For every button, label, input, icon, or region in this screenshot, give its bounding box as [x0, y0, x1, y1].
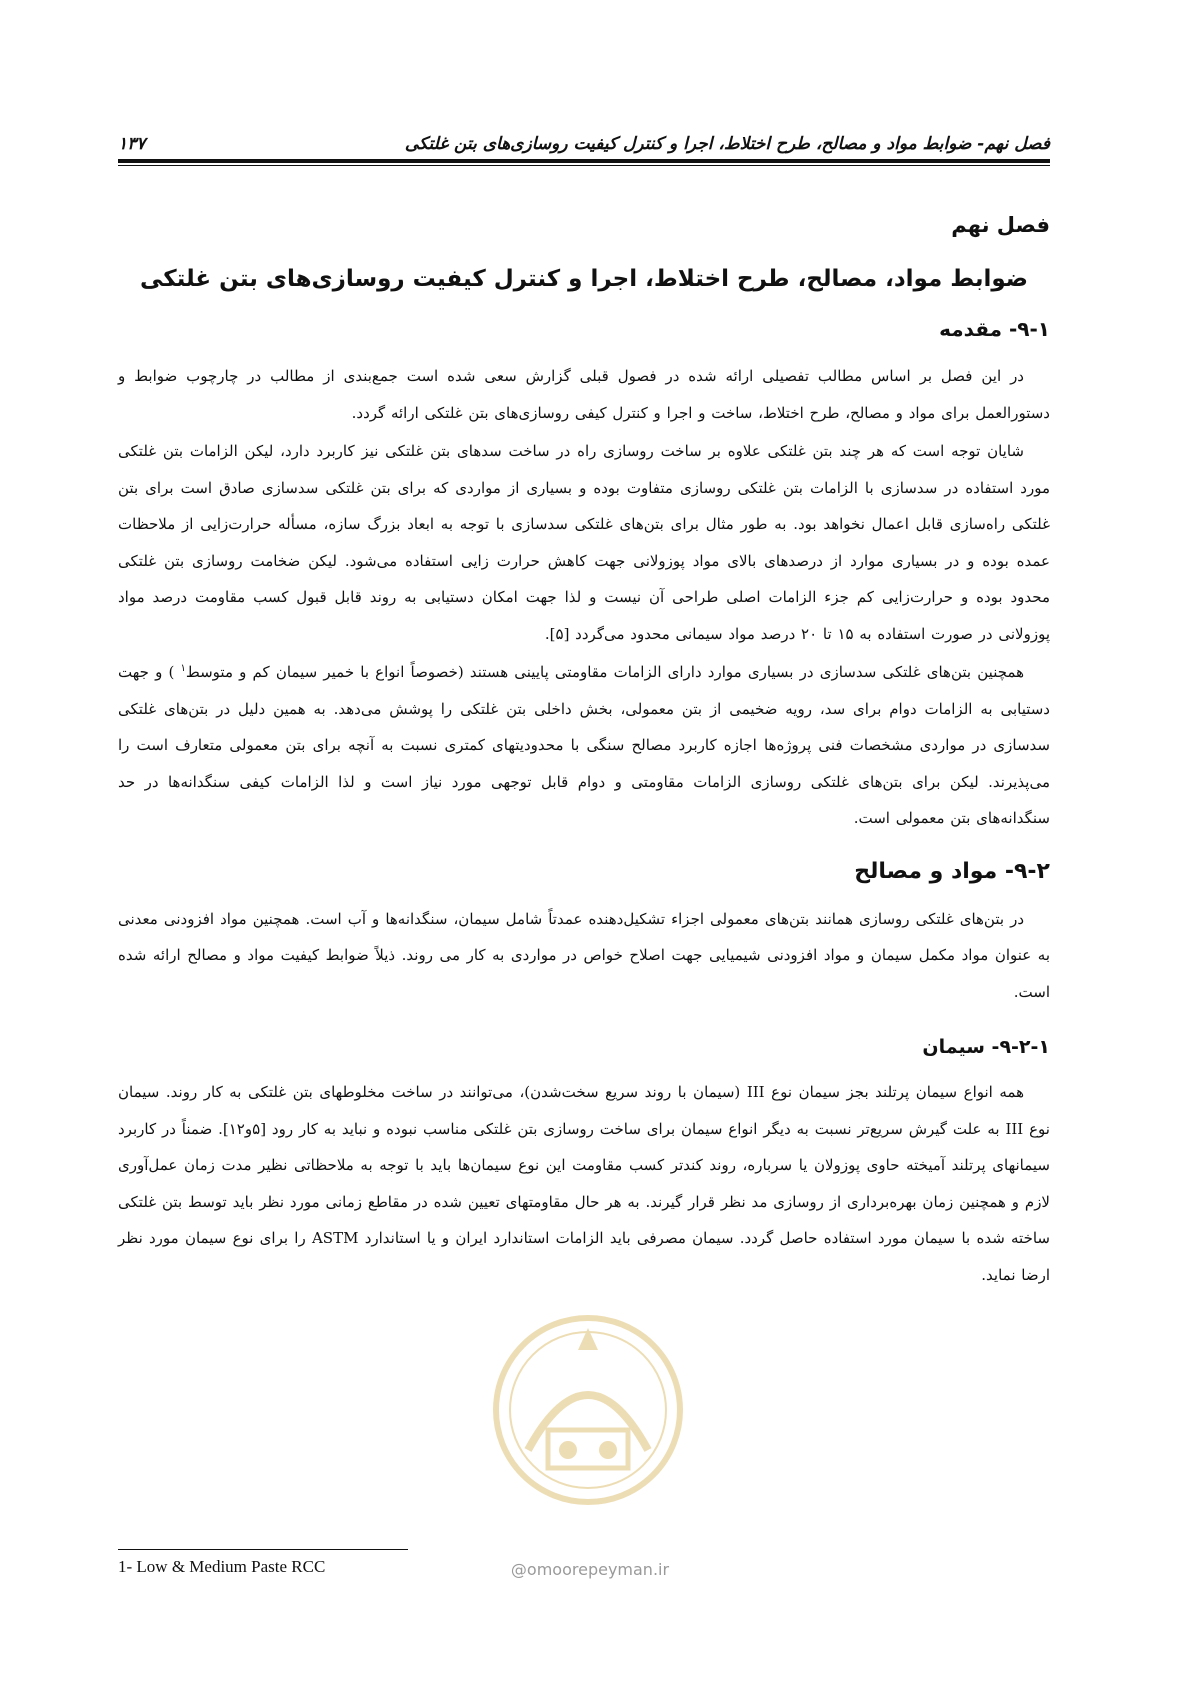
- header-rule-thick: [118, 159, 1050, 163]
- page-body: [118, 210, 1050, 1293]
- section-heading-materials: ۹-۲- مواد و مصالح: [854, 858, 1050, 884]
- section-heading-intro: ۹-۱- مقدمه: [939, 317, 1050, 341]
- chapter-title: ضوابط مواد، مصالح، طرح اختلاط، اجرا و کنترل کیفیت روسازی‌های بتن غلتکی: [140, 266, 1028, 292]
- header-rule-thin: [118, 165, 1050, 166]
- page-number: ۱۳۷: [118, 134, 146, 154]
- paragraph-intro-3: [118, 654, 1050, 837]
- paragraph-intro-3-part-b: ) و جهت دستیابی به الزامات دوام برای سد، رویه ضخیمی از بتن معمولی، بخش داخلی بتن غلتکی را پوشش می‌دهد. به همین دلیل در بتن‌های غلتکی سدسازی در مواردی مشخصات فنی پروژه‌ها اجازه کاربرد مصالح سنگی با محدودیتهای کمتری نسبت به آنچه برای بتن معمولی متعارف است را می‌پذیرند. لیکن برای بتن‌های غلتکی روسازی الزامات مقاومتی و دوام قابل توجهی مورد نیاز است و لذا الزامات کیفی سنگدانه‌ها در حد سنگدانه‌های بتن معمولی است.: [118, 663, 1050, 827]
- footnote-rule: [118, 1549, 408, 1550]
- chapter-label: فصل نهم: [951, 213, 1050, 237]
- paragraph-intro-3-part-a: همچنین بتن‌های غلتکی سدسازی در بسیاری موارد دارای الزامات مقاومتی پایینی هستند (خصوصاً انواع با خمیر سیمان کم و متوسط: [185, 663, 1024, 681]
- paragraph-intro-1: در این فصل بر اساس مطالب تفصیلی ارائه شده در فصول قبلی گزارش سعی شده است جمع‌بندی از مطالب در چارچوب ضوابط و دستورالعمل برای مواد و مصالح، طرح اختلاط، ساخت و اجرا و کنترل کیفی روسازی‌های بتن غلتکی ارائه گردد.: [118, 367, 1050, 422]
- paragraph-intro-2: شایان توجه است که هر چند بتن غلتکی علاوه بر ساخت روسازی راه در ساخت سدهای بتن غلتکی نیز کاربرد دارد، لیکن الزامات بتن غلتکی مورد استفاده در سدسازی با الزامات بتن غلتکی روسازی متفاوت بوده و بسیاری از مواردی که برای بتن غلتکی سدسازی صادق است برای بتن غلتکی راه‌سازی قابل اعمال نخواهد بود. به طور مثال برای بتن‌های غلتکی سدسازی با توجه به ابعاد بزرگ سازه، مسأله حرارت‌زایی از ملاحظات عمده بوده و در بسیاری موارد از درصدهای بالای مواد پوزولانی جهت کاهش حرارت زایی استفاده می‌شود. لیکن ضخامت روسازی بتن غلتکی محدود بوده و حرارت‌زایی کم جزء الزامات اصلی طراحی آن نیست و لذا جهت امکان دستیابی به روند قابل قبول کسب مقاومت درصد مواد پوزولانی در صورت استفاده به ۱۵ تا ۲۰ درصد مواد سیمانی محدود می‌گردد [۵].: [118, 442, 1050, 643]
- section-heading-cement: ۹-۲-۱- سیمان: [922, 1036, 1050, 1058]
- paragraph-cement-1: همه انواع سیمان پرتلند بجز سیمان نوع III (سیمان با روند سریع سخت‌شدن)، می‌توانند در ساخت مخلوطهای بتن غلتکی به کار روند. سیمان نوع III به علت گیرش سریع‌تر نسبت به دیگر انواع سیمان برای ساخت روسازی بتن غلتکی مناسب نبوده و نباید به کار رود [۵و۱۲]. ضمناً در کاربرد سیمانهای پرتلند آمیخته حاوی پوزولان یا سرباره، روند کندتر کسب مقاومت این نوع سیمان‌ها باید با توجه به ملاحظاتی نظیر مدت زمان عمل‌آوری لازم و همچنین زمان بهره‌برداری از روسازی مد نظر قرار گیرند. به هر حال مقاومتهای تعیین شده در مقاطع زمانی مورد نظر باید توسط بتن غلتکی ساخته شده با سیمان مورد استفاده حاصل گردد. سیمان مصرفی باید الزامات استاندارد ایران و یا استاندارد ASTM را برای نوع سیمان مورد نظر ارضا نماید.: [118, 1083, 1050, 1284]
- footnote-marker: ۱: [180, 663, 186, 674]
- watermark-logo-icon: [478, 1300, 698, 1540]
- watermark-text: @omoorepeyman.ir: [510, 1560, 670, 1579]
- footnote: 1- Low & Medium Paste RCC: [118, 1557, 326, 1576]
- running-header-title: فصل نهم- ضوابط مواد و مصالح، طرح اختلاط، اجرا و کنترل کیفیت روسازی‌های بتن غلتکی: [404, 134, 1050, 154]
- paragraph-materials-1: در بتن‌های غلتکی روسازی همانند بتن‌های معمولی اجزاء تشکیل‌دهنده عمدتاً شامل سیمان، سنگدانه‌ها و آب است. همچنین مواد افزودنی معدنی به عنوان مواد مکمل سیمان و مواد افزودنی شیمیایی جهت اصلاح خواص در مواردی به کار می روند. ذیلاً ضوابط کیفیت مواد و مصالح ارائه شده است.: [118, 909, 1050, 1001]
